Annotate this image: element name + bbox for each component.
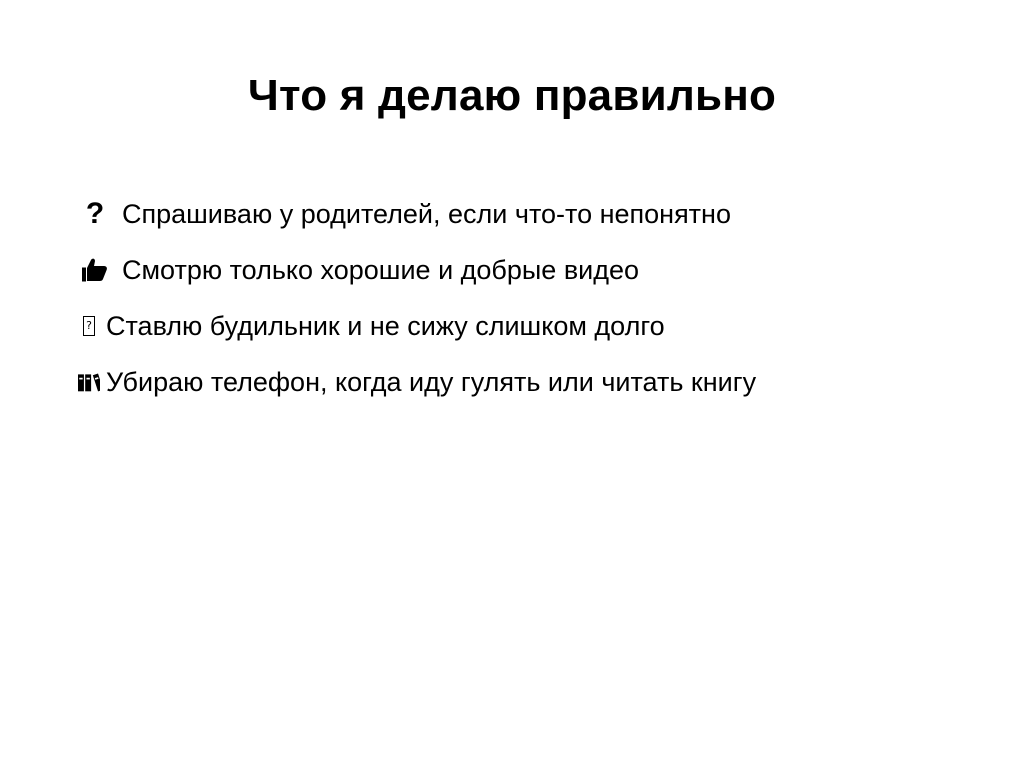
list-item-text: Смотрю только хорошие и добрые видео — [122, 255, 640, 285]
bullet-list — [78, 186, 978, 410]
question-mark-icon: ? — [85, 197, 105, 230]
list-item — [78, 298, 978, 354]
list-item-text: Ставлю будильник и не сижу слишком долго — [106, 311, 665, 341]
list-item — [78, 186, 978, 242]
slide-title: Что я делаю правильно — [247, 71, 777, 120]
list-item — [78, 354, 978, 410]
list-item — [78, 242, 978, 298]
books-icon — [78, 365, 100, 399]
list-item-text: Спрашиваю у родителей, если что-то непонятно — [122, 199, 731, 229]
missing-glyph-icon — [78, 309, 100, 343]
list-item-text: Убираю телефон, когда иду гулять или читать книгу — [106, 367, 757, 397]
thumbs-up-icon — [78, 253, 112, 287]
